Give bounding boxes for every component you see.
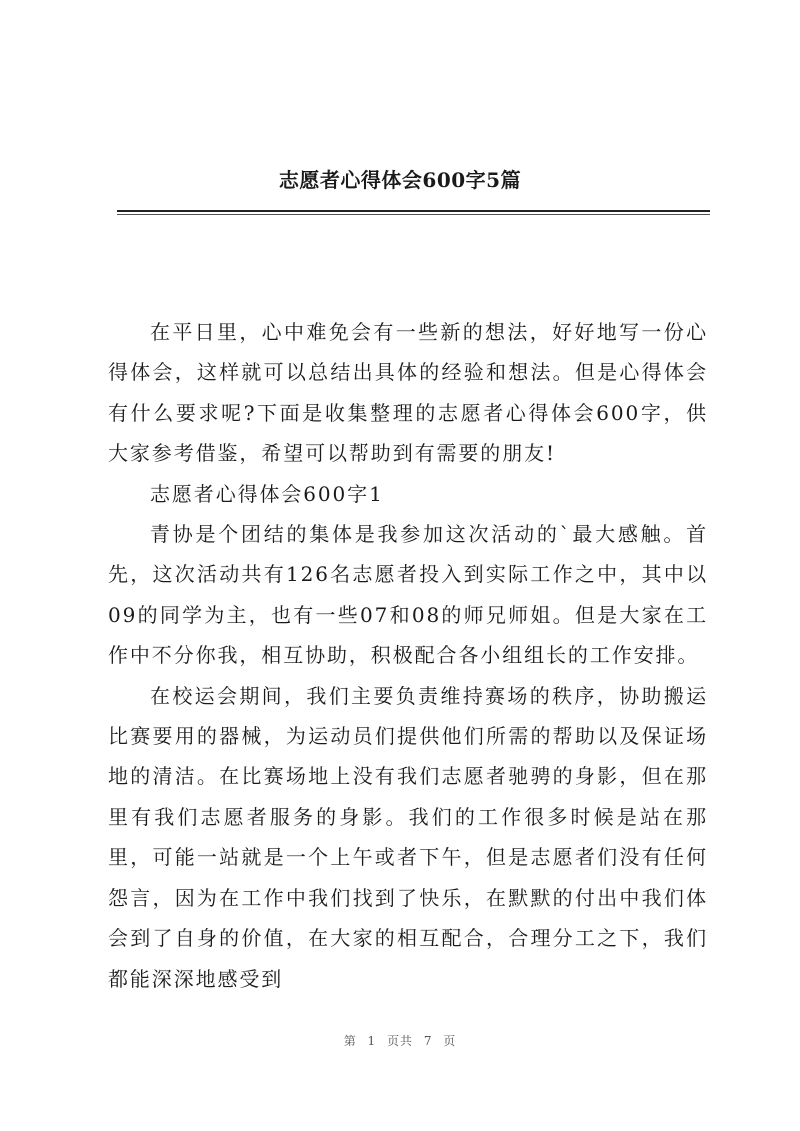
document-body: [108, 312, 708, 999]
title-divider-thin: [117, 214, 710, 215]
title-divider: [117, 210, 710, 212]
page-number-footer: 第 1 页共 7 页: [343, 1034, 457, 1048]
intro-paragraph: 在平日里，心中难免会有一些新的想法，好好地写一份心得体会，这样就可以总结出具体的经验和想法。但是心得体会有什么要求呢?下面是收集整理的志愿者心得体会600字，供大家参考借鉴，希望可以帮助到有需要的朋友!: [108, 320, 708, 466]
section-heading: 志愿者心得体会600字1: [150, 481, 384, 506]
document-title: 志愿者心得体会600字5篇: [278, 168, 522, 192]
body-paragraph: 在校运会期间，我们主要负责维持赛场的秩序，协助搬运比赛要用的器械，为运动员们提供他们所需的帮助以及保证场地的清洁。在比赛场地上没有我们志愿者驰骋的身影，但在那里有我们志愿者服务的身影。我们的工作很多时候是站在那里，可能一站就是一个上午或者下午，但是志愿者们没有任何怨言，因为在工作中我们找到了快乐，在默默的付出中我们体会到了自身的价值，在大家的相互配合，合理分工之下，我们都能深深地感受到: [108, 683, 708, 991]
body-paragraph: 青协是个团结的集体是我参加这次活动的`最大感触。首先，这次活动共有126名志愿者投入到实际工作之中，其中以09的同学为主，也有一些07和08的师兄师姐。但是大家在工作中不分你我，相互协助，积极配合各小组组长的工作安排。: [108, 522, 708, 668]
